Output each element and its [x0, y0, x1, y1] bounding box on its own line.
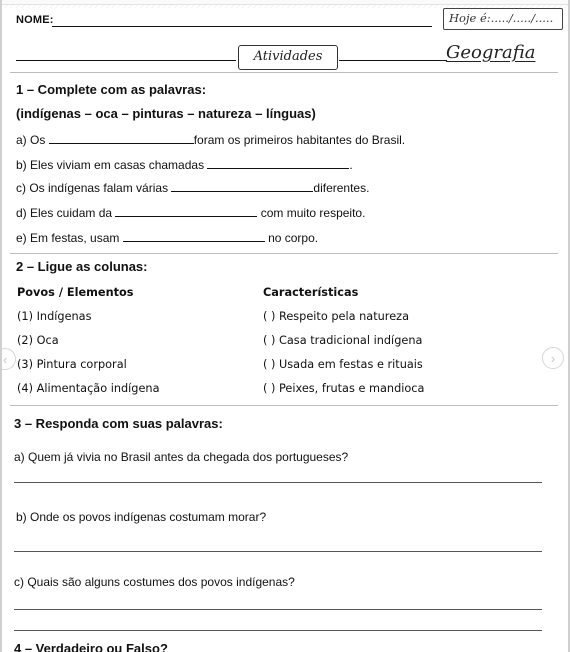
answer-line[interactable]	[14, 609, 542, 610]
answer-line[interactable]	[14, 551, 542, 552]
answer-line[interactable]	[14, 482, 542, 483]
q3-question-a: a) Quem já vivia no Brasil antes da chegada dos portugueses?	[14, 450, 349, 464]
date-text: Hoje é:...../...../.....	[449, 11, 554, 25]
q2-left-item: (1) Indígenas	[17, 310, 92, 323]
q1-item-d-blank[interactable]	[115, 206, 257, 217]
q1-item-e-blank[interactable]	[123, 231, 265, 242]
q1-item-c-blank[interactable]	[171, 181, 313, 192]
q3-question-b: b) Onde os povos indígenas costumam morar?	[16, 510, 267, 524]
name-label: NOME:	[16, 14, 54, 26]
prev-button[interactable]	[0, 348, 16, 370]
q1-item-d	[16, 206, 365, 220]
q2-right-header: Características	[263, 286, 359, 299]
q3-title: 3 – Responda com suas palavras:	[14, 416, 223, 431]
name-line	[52, 26, 432, 27]
section-divider	[10, 253, 558, 254]
header-line-right	[339, 60, 447, 61]
answer-line[interactable]	[14, 630, 542, 631]
q1-item-b-blank[interactable]	[207, 158, 349, 169]
q1-item-c-after: diferentes.	[313, 181, 370, 195]
section-divider	[10, 405, 558, 406]
q4-title: 4 – Verdadeiro ou Falso?	[14, 641, 168, 652]
chevron-right-icon: ›	[550, 350, 556, 366]
q2-right-item[interactable]: ( ) Respeito pela natureza	[263, 310, 410, 323]
q2-left-header: Povos / Elementos	[17, 286, 134, 299]
subject-title: Geografia	[446, 42, 536, 63]
q1-item-c-before: c) Os indígenas falam várias	[16, 181, 169, 195]
q2-right-item[interactable]: ( ) Casa tradicional indígena	[263, 334, 423, 347]
next-button[interactable]	[542, 347, 564, 369]
q1-item-a	[16, 133, 405, 147]
q2-right-item[interactable]: ( ) Usada em festas e rituais	[263, 358, 423, 371]
q3-question-c: c) Quais são alguns costumes dos povos indígenas?	[14, 575, 295, 589]
q2-right-item[interactable]: ( ) Peixes, frutas e mandioca	[263, 382, 425, 395]
q1-item-e-after: no corpo.	[268, 231, 319, 245]
section-divider	[10, 72, 558, 73]
top-strip	[2, 0, 570, 5]
q1-item-b-after: .	[349, 158, 353, 172]
activities-badge: Atividades	[253, 49, 323, 64]
header-line-left	[16, 60, 236, 61]
q1-item-b	[16, 158, 353, 172]
q1-item-e	[16, 231, 318, 245]
q1-item-a-after: foram os primeiros habitantes do Brasil.	[193, 133, 406, 147]
q1-item-b-before: b) Eles viviam em casas chamadas	[16, 158, 205, 172]
q2-left-item: (3) Pintura corporal	[17, 358, 127, 371]
q2-left-item: (2) Oca	[17, 334, 59, 347]
q1-item-c	[16, 181, 369, 195]
q1-item-a-blank[interactable]	[49, 133, 194, 144]
q1-word-bank: (indígenas – oca – pinturas – natureza – línguas)	[16, 106, 316, 121]
q1-item-e-before: e) Em festas, usam	[16, 231, 120, 245]
q1-item-a-before: a) Os	[16, 133, 46, 147]
q1-item-d-after: com muito respeito.	[260, 206, 366, 220]
chevron-left-icon: ‹	[2, 351, 8, 367]
q2-title: 2 – Ligue as colunas:	[16, 259, 148, 274]
q1-title: 1 – Complete com as palavras:	[16, 82, 207, 97]
q2-left-item: (4) Alimentação indígena	[17, 382, 160, 395]
q1-item-d-before: d) Eles cuidam da	[16, 206, 113, 220]
